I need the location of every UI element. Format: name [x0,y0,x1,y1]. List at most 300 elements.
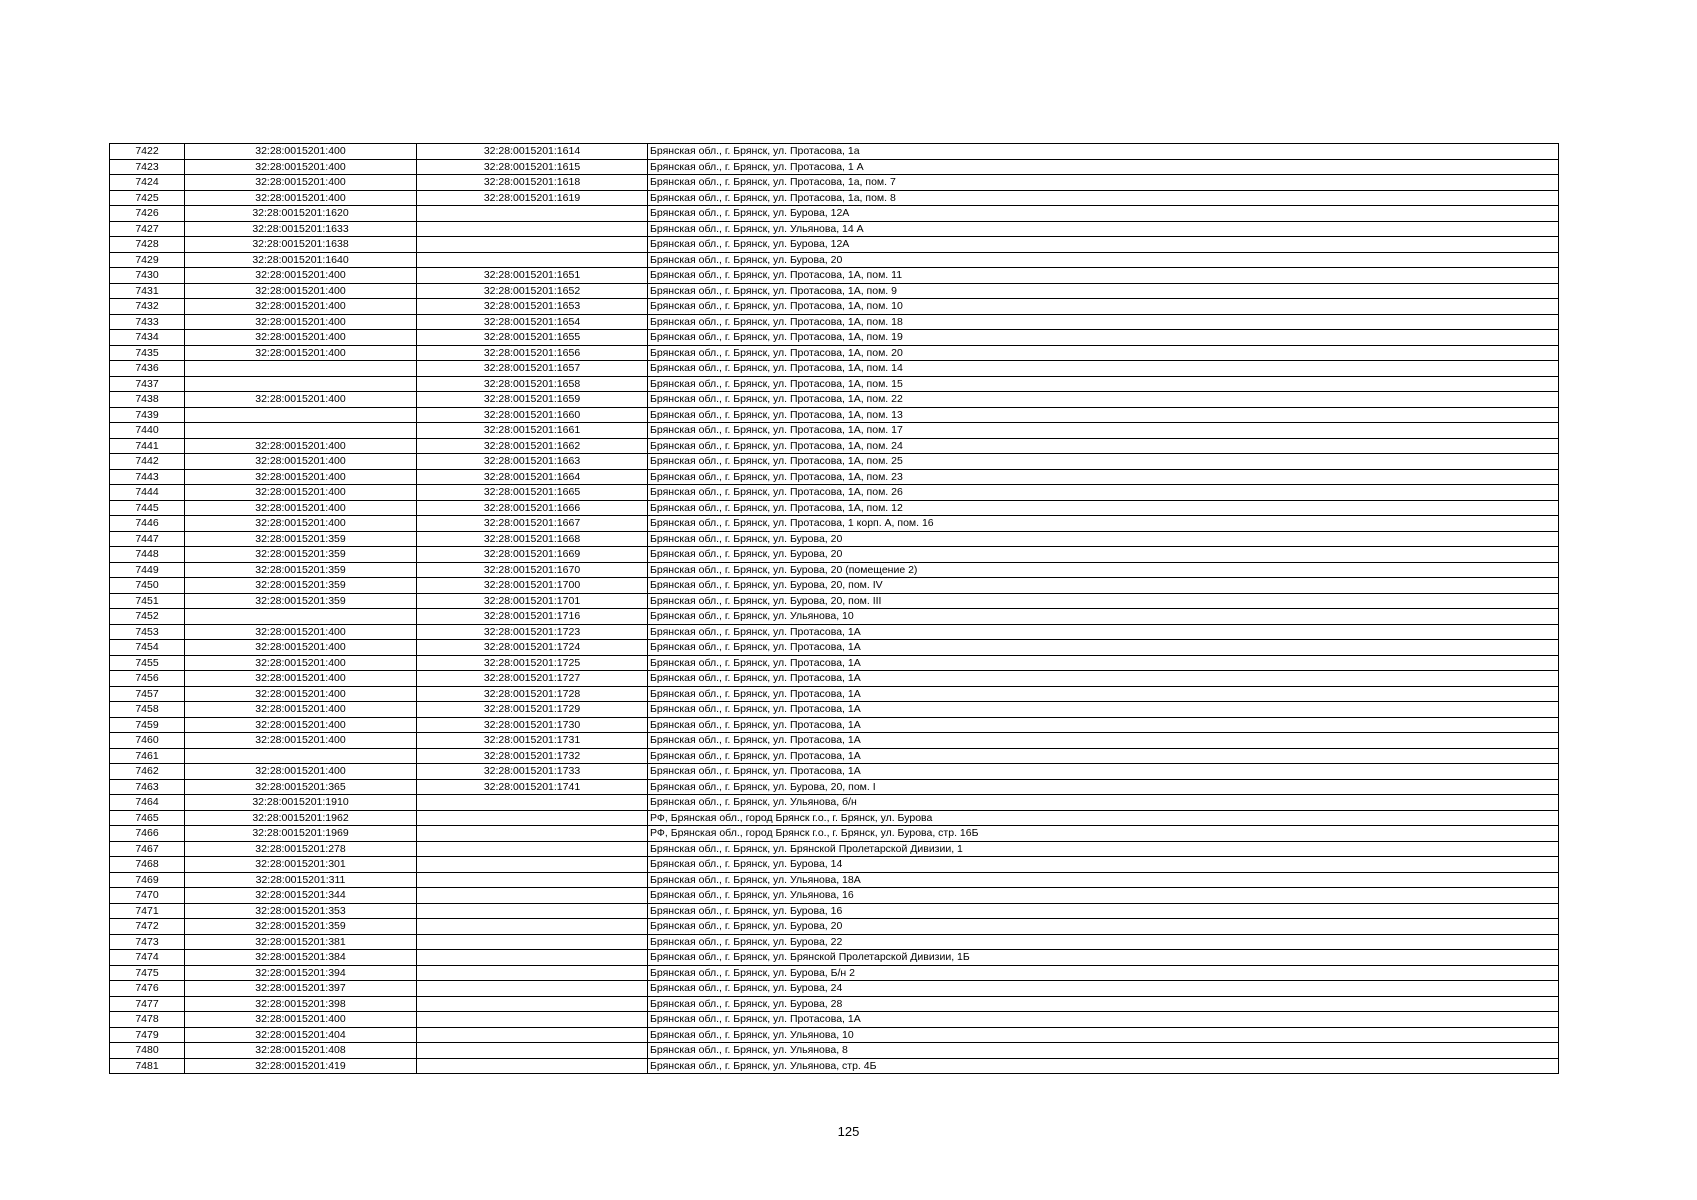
table-row [110,919,1559,935]
cadastral-number-cell: 32:28:0015201:1618 [417,175,648,191]
parent-cadastral-number-cell: 32:28:0015201:400 [185,190,417,206]
cadastral-number-cell: 32:28:0015201:1651 [417,268,648,284]
parent-cadastral-number-cell: 32:28:0015201:400 [185,159,417,175]
row-number-cell: 7447 [110,531,185,547]
row-number-cell: 7456 [110,671,185,687]
cadastral-number-cell: 32:28:0015201:1728 [417,686,648,702]
row-number-cell: 7468 [110,857,185,873]
table-row [110,252,1559,268]
table-row [110,314,1559,330]
row-number-cell: 7441 [110,438,185,454]
address-cell: Брянская обл., г. Брянск, ул. Бурова, 20 [648,252,1559,268]
table-row [110,857,1559,873]
row-number-cell: 7455 [110,655,185,671]
row-number-cell: 7451 [110,593,185,609]
parent-cadastral-number-cell: 32:28:0015201:1640 [185,252,417,268]
address-cell: Брянская обл., г. Брянск, ул. Протасова, 1А [648,748,1559,764]
cadastral-number-cell [417,826,648,842]
cadastral-number-cell [417,996,648,1012]
cadastral-number-cell: 32:28:0015201:1732 [417,748,648,764]
row-number-cell: 7453 [110,624,185,640]
address-cell: Брянская обл., г. Брянск, ул. Протасова, 1А, пом. 17 [648,423,1559,439]
address-cell: Брянская обл., г. Брянск, ул. Ульянова, 16 [648,888,1559,904]
address-cell: Брянская обл., г. Брянск, ул. Бурова, 20, пом. I [648,779,1559,795]
row-number-cell: 7427 [110,221,185,237]
cadastral-number-cell: 32:28:0015201:1665 [417,485,648,501]
parent-cadastral-number-cell: 32:28:0015201:400 [185,686,417,702]
parent-cadastral-number-cell: 32:28:0015201:400 [185,764,417,780]
table-row [110,779,1559,795]
row-number-cell: 7477 [110,996,185,1012]
address-cell: Брянская обл., г. Брянск, ул. Протасова, 1А [648,717,1559,733]
parent-cadastral-number-cell [185,423,417,439]
address-cell: Брянская обл., г. Брянск, ул. Протасова, 1А, пом. 26 [648,485,1559,501]
table-row [110,500,1559,516]
parent-cadastral-number-cell: 32:28:0015201:1910 [185,795,417,811]
parent-cadastral-number-cell: 32:28:0015201:344 [185,888,417,904]
table-row [110,950,1559,966]
row-number-cell: 7434 [110,330,185,346]
address-cell: Брянская обл., г. Брянск, ул. Ульянова, стр. 4Б [648,1058,1559,1074]
row-number-cell: 7448 [110,547,185,563]
parent-cadastral-number-cell [185,376,417,392]
cadastral-number-cell: 32:28:0015201:1741 [417,779,648,795]
table-row [110,981,1559,997]
table-row [110,392,1559,408]
row-number-cell: 7462 [110,764,185,780]
address-cell: Брянская обл., г. Брянск, ул. Бурова, Б/н 2 [648,965,1559,981]
row-number-cell: 7480 [110,1043,185,1059]
cadastral-number-cell: 32:28:0015201:1669 [417,547,648,563]
cadastral-number-cell: 32:28:0015201:1660 [417,407,648,423]
address-cell: Брянская обл., г. Брянск, ул. Протасова, 1А [648,640,1559,656]
parent-cadastral-number-cell: 32:28:0015201:278 [185,841,417,857]
address-cell: Брянская обл., г. Брянск, ул. Протасова, 1А, пом. 23 [648,469,1559,485]
parent-cadastral-number-cell: 32:28:0015201:400 [185,454,417,470]
cadastral-number-cell [417,237,648,253]
table-row [110,516,1559,532]
parent-cadastral-number-cell: 32:28:0015201:359 [185,919,417,935]
table-row [110,593,1559,609]
parent-cadastral-number-cell: 32:28:0015201:311 [185,872,417,888]
row-number-cell: 7459 [110,717,185,733]
address-cell: Брянская обл., г. Брянск, ул. Бурова, 20 [648,919,1559,935]
table-row [110,283,1559,299]
parent-cadastral-number-cell: 32:28:0015201:400 [185,469,417,485]
table-row [110,578,1559,594]
parent-cadastral-number-cell: 32:28:0015201:404 [185,1027,417,1043]
parent-cadastral-number-cell: 32:28:0015201:397 [185,981,417,997]
row-number-cell: 7454 [110,640,185,656]
parent-cadastral-number-cell: 32:28:0015201:408 [185,1043,417,1059]
table-row [110,376,1559,392]
address-cell: Брянская обл., г. Брянск, ул. Протасова, 1А [648,655,1559,671]
row-number-cell: 7474 [110,950,185,966]
row-number-cell: 7437 [110,376,185,392]
cadastral-number-cell [417,857,648,873]
address-cell: Брянская обл., г. Брянск, ул. Протасова, 1А [648,624,1559,640]
table-row [110,547,1559,563]
table-row [110,237,1559,253]
parent-cadastral-number-cell: 32:28:0015201:359 [185,578,417,594]
row-number-cell: 7469 [110,872,185,888]
row-number-cell: 7467 [110,841,185,857]
parent-cadastral-number-cell: 32:28:0015201:400 [185,283,417,299]
parent-cadastral-number-cell: 32:28:0015201:400 [185,640,417,656]
cadastral-number-cell: 32:28:0015201:1733 [417,764,648,780]
table-row [110,159,1559,175]
parent-cadastral-number-cell: 32:28:0015201:400 [185,485,417,501]
table-row [110,903,1559,919]
parent-cadastral-number-cell: 32:28:0015201:400 [185,655,417,671]
cadastral-number-cell [417,888,648,904]
cadastral-number-cell: 32:28:0015201:1723 [417,624,648,640]
table-row [110,221,1559,237]
table-row [110,469,1559,485]
address-cell: РФ, Брянская обл., город Брянск г.о., г. Брянск, ул. Бурова, стр. 16Б [648,826,1559,842]
cadastral-number-cell [417,1027,648,1043]
address-cell: Брянская обл., г. Брянск, ул. Протасова, 1А, пом. 11 [648,268,1559,284]
cadastral-number-cell [417,934,648,950]
row-number-cell: 7475 [110,965,185,981]
row-number-cell: 7460 [110,733,185,749]
parent-cadastral-number-cell: 32:28:0015201:400 [185,717,417,733]
row-number-cell: 7436 [110,361,185,377]
address-cell: Брянская обл., г. Брянск, ул. Бурова, 20 [648,531,1559,547]
row-number-cell: 7473 [110,934,185,950]
cadastral-number-cell [417,903,648,919]
address-cell: Брянская обл., г. Брянск, ул. Протасова, 1А, пом. 18 [648,314,1559,330]
address-cell: Брянская обл., г. Брянск, ул. Протасова, 1А, пом. 20 [648,345,1559,361]
cadastral-number-cell: 32:28:0015201:1657 [417,361,648,377]
table-row [110,1058,1559,1074]
parent-cadastral-number-cell: 32:28:0015201:398 [185,996,417,1012]
address-cell: Брянская обл., г. Брянск, ул. Ульянова, 10 [648,609,1559,625]
cadastral-number-cell [417,981,648,997]
cadastral-number-cell: 32:28:0015201:1667 [417,516,648,532]
address-cell: Брянская обл., г. Брянск, ул. Бурова, 12А [648,206,1559,222]
parent-cadastral-number-cell: 32:28:0015201:400 [185,671,417,687]
table-row [110,609,1559,625]
table-row [110,438,1559,454]
address-cell: Брянская обл., г. Брянск, ул. Ульянова, 18А [648,872,1559,888]
parent-cadastral-number-cell: 32:28:0015201:384 [185,950,417,966]
address-cell: Брянская обл., г. Брянск, ул. Протасова, 1А [648,764,1559,780]
page-number: 125 [837,1124,860,1139]
row-number-cell: 7445 [110,500,185,516]
row-number-cell: 7438 [110,392,185,408]
address-cell: Брянская обл., г. Брянск, ул. Протасова, 1а [648,144,1559,160]
row-number-cell: 7452 [110,609,185,625]
table-row [110,206,1559,222]
address-cell: Брянская обл., г. Брянск, ул. Протасова, 1А [648,1012,1559,1028]
table-row [110,485,1559,501]
cadastral-number-cell [417,1058,648,1074]
row-number-cell: 7423 [110,159,185,175]
cadastral-number-cell: 32:28:0015201:1663 [417,454,648,470]
table-row [110,407,1559,423]
table-row [110,330,1559,346]
address-cell: Брянская обл., г. Брянск, ул. Протасова, 1А [648,733,1559,749]
row-number-cell: 7431 [110,283,185,299]
cadastral-number-cell: 32:28:0015201:1661 [417,423,648,439]
parent-cadastral-number-cell: 32:28:0015201:359 [185,547,417,563]
parent-cadastral-number-cell: 32:28:0015201:400 [185,516,417,532]
parent-cadastral-number-cell: 32:28:0015201:400 [185,624,417,640]
row-number-cell: 7446 [110,516,185,532]
row-number-cell: 7457 [110,686,185,702]
parent-cadastral-number-cell: 32:28:0015201:400 [185,330,417,346]
row-number-cell: 7465 [110,810,185,826]
cadastral-number-cell: 32:28:0015201:1724 [417,640,648,656]
table-row [110,1043,1559,1059]
table-row [110,888,1559,904]
table-row [110,175,1559,191]
row-number-cell: 7463 [110,779,185,795]
address-cell: Брянская обл., г. Брянск, ул. Протасова, 1А [648,702,1559,718]
address-cell: РФ, Брянская обл., город Брянск г.о., г. Брянск, ул. Бурова [648,810,1559,826]
row-number-cell: 7425 [110,190,185,206]
row-number-cell: 7464 [110,795,185,811]
parent-cadastral-number-cell: 32:28:0015201:359 [185,562,417,578]
parent-cadastral-number-cell: 32:28:0015201:1620 [185,206,417,222]
cadastral-number-cell: 32:28:0015201:1614 [417,144,648,160]
row-number-cell: 7439 [110,407,185,423]
address-cell: Брянская обл., г. Брянск, ул. Ульянова, 10 [648,1027,1559,1043]
address-cell: Брянская обл., г. Брянск, ул. Протасова, 1А, пом. 14 [648,361,1559,377]
address-cell: Брянская обл., г. Брянск, ул. Бурова, 14 [648,857,1559,873]
parent-cadastral-number-cell: 32:28:0015201:353 [185,903,417,919]
table-row [110,423,1559,439]
table-row [110,1027,1559,1043]
cadastral-number-cell: 32:28:0015201:1668 [417,531,648,547]
table-row [110,562,1559,578]
row-number-cell: 7432 [110,299,185,315]
parent-cadastral-number-cell [185,609,417,625]
row-number-cell: 7476 [110,981,185,997]
parent-cadastral-number-cell: 32:28:0015201:301 [185,857,417,873]
cadastral-number-cell [417,810,648,826]
address-cell: Брянская обл., г. Брянск, ул. Протасова, 1 А [648,159,1559,175]
parent-cadastral-number-cell: 32:28:0015201:400 [185,144,417,160]
row-number-cell: 7443 [110,469,185,485]
cadastral-number-cell: 32:28:0015201:1730 [417,717,648,733]
address-cell: Брянская обл., г. Брянск, ул. Протасова, 1а, пом. 7 [648,175,1559,191]
cadastral-number-cell [417,1012,648,1028]
cadastral-number-cell: 32:28:0015201:1656 [417,345,648,361]
table-row [110,686,1559,702]
table-row [110,640,1559,656]
parent-cadastral-number-cell [185,407,417,423]
parent-cadastral-number-cell: 32:28:0015201:359 [185,593,417,609]
address-cell: Брянская обл., г. Брянск, ул. Бурова, 16 [648,903,1559,919]
cadastral-number-cell: 32:28:0015201:1729 [417,702,648,718]
table-row [110,361,1559,377]
cadastral-number-cell [417,795,648,811]
table-row [110,996,1559,1012]
row-number-cell: 7426 [110,206,185,222]
parent-cadastral-number-cell: 32:28:0015201:1962 [185,810,417,826]
row-number-cell: 7429 [110,252,185,268]
address-cell: Брянская обл., г. Брянск, ул. Протасова, 1 корп. А, пом. 16 [648,516,1559,532]
address-cell: Брянская обл., г. Брянск, ул. Бурова, 20 [648,547,1559,563]
parent-cadastral-number-cell [185,748,417,764]
table-row [110,810,1559,826]
cadastral-number-cell [417,252,648,268]
address-cell: Брянская обл., г. Брянск, ул. Бурова, 22 [648,934,1559,950]
parent-cadastral-number-cell: 32:28:0015201:359 [185,531,417,547]
row-number-cell: 7428 [110,237,185,253]
address-cell: Брянская обл., г. Брянск, ул. Протасова, 1А, пом. 10 [648,299,1559,315]
row-number-cell: 7444 [110,485,185,501]
table-row [110,965,1559,981]
row-number-cell: 7481 [110,1058,185,1074]
cadastral-number-cell: 32:28:0015201:1700 [417,578,648,594]
cadastral-number-cell: 32:28:0015201:1701 [417,593,648,609]
parent-cadastral-number-cell: 32:28:0015201:400 [185,500,417,516]
row-number-cell: 7466 [110,826,185,842]
row-number-cell: 7433 [110,314,185,330]
row-number-cell: 7440 [110,423,185,439]
cadastral-number-cell: 32:28:0015201:1654 [417,314,648,330]
row-number-cell: 7424 [110,175,185,191]
cadastral-number-cell: 32:28:0015201:1727 [417,671,648,687]
row-number-cell: 7478 [110,1012,185,1028]
cadastral-number-cell: 32:28:0015201:1662 [417,438,648,454]
row-number-cell: 7422 [110,144,185,160]
cadastral-number-cell [417,965,648,981]
parent-cadastral-number-cell: 32:28:0015201:1633 [185,221,417,237]
table-row [110,144,1559,160]
parent-cadastral-number-cell: 32:28:0015201:1969 [185,826,417,842]
cadastral-number-cell: 32:28:0015201:1659 [417,392,648,408]
table-row [110,671,1559,687]
cadastral-number-cell [417,206,648,222]
address-cell: Брянская обл., г. Брянск, ул. Протасова, 1А [648,686,1559,702]
table-row [110,872,1559,888]
parent-cadastral-number-cell: 32:28:0015201:400 [185,733,417,749]
parent-cadastral-number-cell: 32:28:0015201:400 [185,175,417,191]
table-row [110,733,1559,749]
table-row [110,717,1559,733]
cadastral-number-cell [417,1043,648,1059]
cadastral-number-cell: 32:28:0015201:1725 [417,655,648,671]
address-cell: Брянская обл., г. Брянск, ул. Протасова, 1А, пом. 19 [648,330,1559,346]
table-row [110,624,1559,640]
address-cell: Брянская обл., г. Брянск, ул. Бурова, 20, пом. IV [648,578,1559,594]
row-number-cell: 7430 [110,268,185,284]
parent-cadastral-number-cell: 32:28:0015201:1638 [185,237,417,253]
parent-cadastral-number-cell: 32:28:0015201:365 [185,779,417,795]
row-number-cell: 7458 [110,702,185,718]
cadastral-number-cell: 32:28:0015201:1652 [417,283,648,299]
address-cell: Брянская обл., г. Брянск, ул. Протасова, 1А, пом. 12 [648,500,1559,516]
cadastral-number-cell: 32:28:0015201:1664 [417,469,648,485]
table-row [110,190,1559,206]
cadastral-number-cell: 32:28:0015201:1670 [417,562,648,578]
address-cell: Брянская обл., г. Брянск, ул. Брянской Пролетарской Дивизии, 1 [648,841,1559,857]
address-cell: Брянская обл., г. Брянск, ул. Протасова, 1А, пом. 22 [648,392,1559,408]
cadastral-number-cell: 32:28:0015201:1655 [417,330,648,346]
table-body [110,144,1559,1074]
table-row [110,702,1559,718]
cadastral-number-cell [417,950,648,966]
parent-cadastral-number-cell: 32:28:0015201:394 [185,965,417,981]
parent-cadastral-number-cell: 32:28:0015201:400 [185,345,417,361]
parent-cadastral-number-cell: 32:28:0015201:400 [185,438,417,454]
table-row [110,268,1559,284]
table-row [110,795,1559,811]
cadastral-number-cell [417,872,648,888]
cadastral-table [109,143,1559,1074]
cadastral-number-cell [417,919,648,935]
table-row [110,764,1559,780]
parent-cadastral-number-cell: 32:28:0015201:400 [185,299,417,315]
table-row [110,345,1559,361]
table-row [110,748,1559,764]
parent-cadastral-number-cell: 32:28:0015201:400 [185,702,417,718]
address-cell: Брянская обл., г. Брянск, ул. Ульянова, б/н [648,795,1559,811]
address-cell: Брянская обл., г. Брянск, ул. Протасова, 1А, пом. 24 [648,438,1559,454]
row-number-cell: 7450 [110,578,185,594]
table-row [110,454,1559,470]
address-cell: Брянская обл., г. Брянск, ул. Протасова, 1А, пом. 25 [648,454,1559,470]
row-number-cell: 7470 [110,888,185,904]
table-row [110,531,1559,547]
row-number-cell: 7442 [110,454,185,470]
address-cell: Брянская обл., г. Брянск, ул. Бурова, 20, пом. III [648,593,1559,609]
parent-cadastral-number-cell: 32:28:0015201:400 [185,314,417,330]
cadastral-number-cell [417,841,648,857]
address-cell: Брянская обл., г. Брянск, ул. Бурова, 20 (помещение 2) [648,562,1559,578]
table-row [110,299,1559,315]
address-cell: Брянская обл., г. Брянск, ул. Брянской Пролетарской Дивизии, 1Б [648,950,1559,966]
address-cell: Брянская обл., г. Брянск, ул. Бурова, 12А [648,237,1559,253]
address-cell: Брянская обл., г. Брянск, ул. Протасова, 1А [648,671,1559,687]
address-cell: Брянская обл., г. Брянск, ул. Протасова, 1а, пом. 8 [648,190,1559,206]
row-number-cell: 7435 [110,345,185,361]
parent-cadastral-number-cell: 32:28:0015201:400 [185,392,417,408]
address-cell: Брянская обл., г. Брянск, ул. Протасова, 1А, пом. 13 [648,407,1559,423]
row-number-cell: 7472 [110,919,185,935]
cadastral-number-cell: 32:28:0015201:1653 [417,299,648,315]
cadastral-number-cell: 32:28:0015201:1658 [417,376,648,392]
cadastral-number-cell: 32:28:0015201:1716 [417,609,648,625]
table-row [110,655,1559,671]
address-cell: Брянская обл., г. Брянск, ул. Бурова, 28 [648,996,1559,1012]
parent-cadastral-number-cell: 32:28:0015201:419 [185,1058,417,1074]
cadastral-number-cell: 32:28:0015201:1619 [417,190,648,206]
parent-cadastral-number-cell: 32:28:0015201:381 [185,934,417,950]
parent-cadastral-number-cell: 32:28:0015201:400 [185,1012,417,1028]
table-row [110,841,1559,857]
address-cell: Брянская обл., г. Брянск, ул. Протасова, 1А, пом. 15 [648,376,1559,392]
address-cell: Брянская обл., г. Брянск, ул. Бурова, 24 [648,981,1559,997]
address-cell: Брянская обл., г. Брянск, ул. Ульянова, 14 А [648,221,1559,237]
table-row [110,1012,1559,1028]
address-cell: Брянская обл., г. Брянск, ул. Ульянова, 8 [648,1043,1559,1059]
cadastral-number-cell: 32:28:0015201:1731 [417,733,648,749]
parent-cadastral-number-cell [185,361,417,377]
table-row [110,934,1559,950]
cadastral-number-cell [417,221,648,237]
table-row [110,826,1559,842]
address-cell: Брянская обл., г. Брянск, ул. Протасова, 1А, пом. 9 [648,283,1559,299]
row-number-cell: 7471 [110,903,185,919]
row-number-cell: 7461 [110,748,185,764]
cadastral-number-cell: 32:28:0015201:1615 [417,159,648,175]
row-number-cell: 7479 [110,1027,185,1043]
